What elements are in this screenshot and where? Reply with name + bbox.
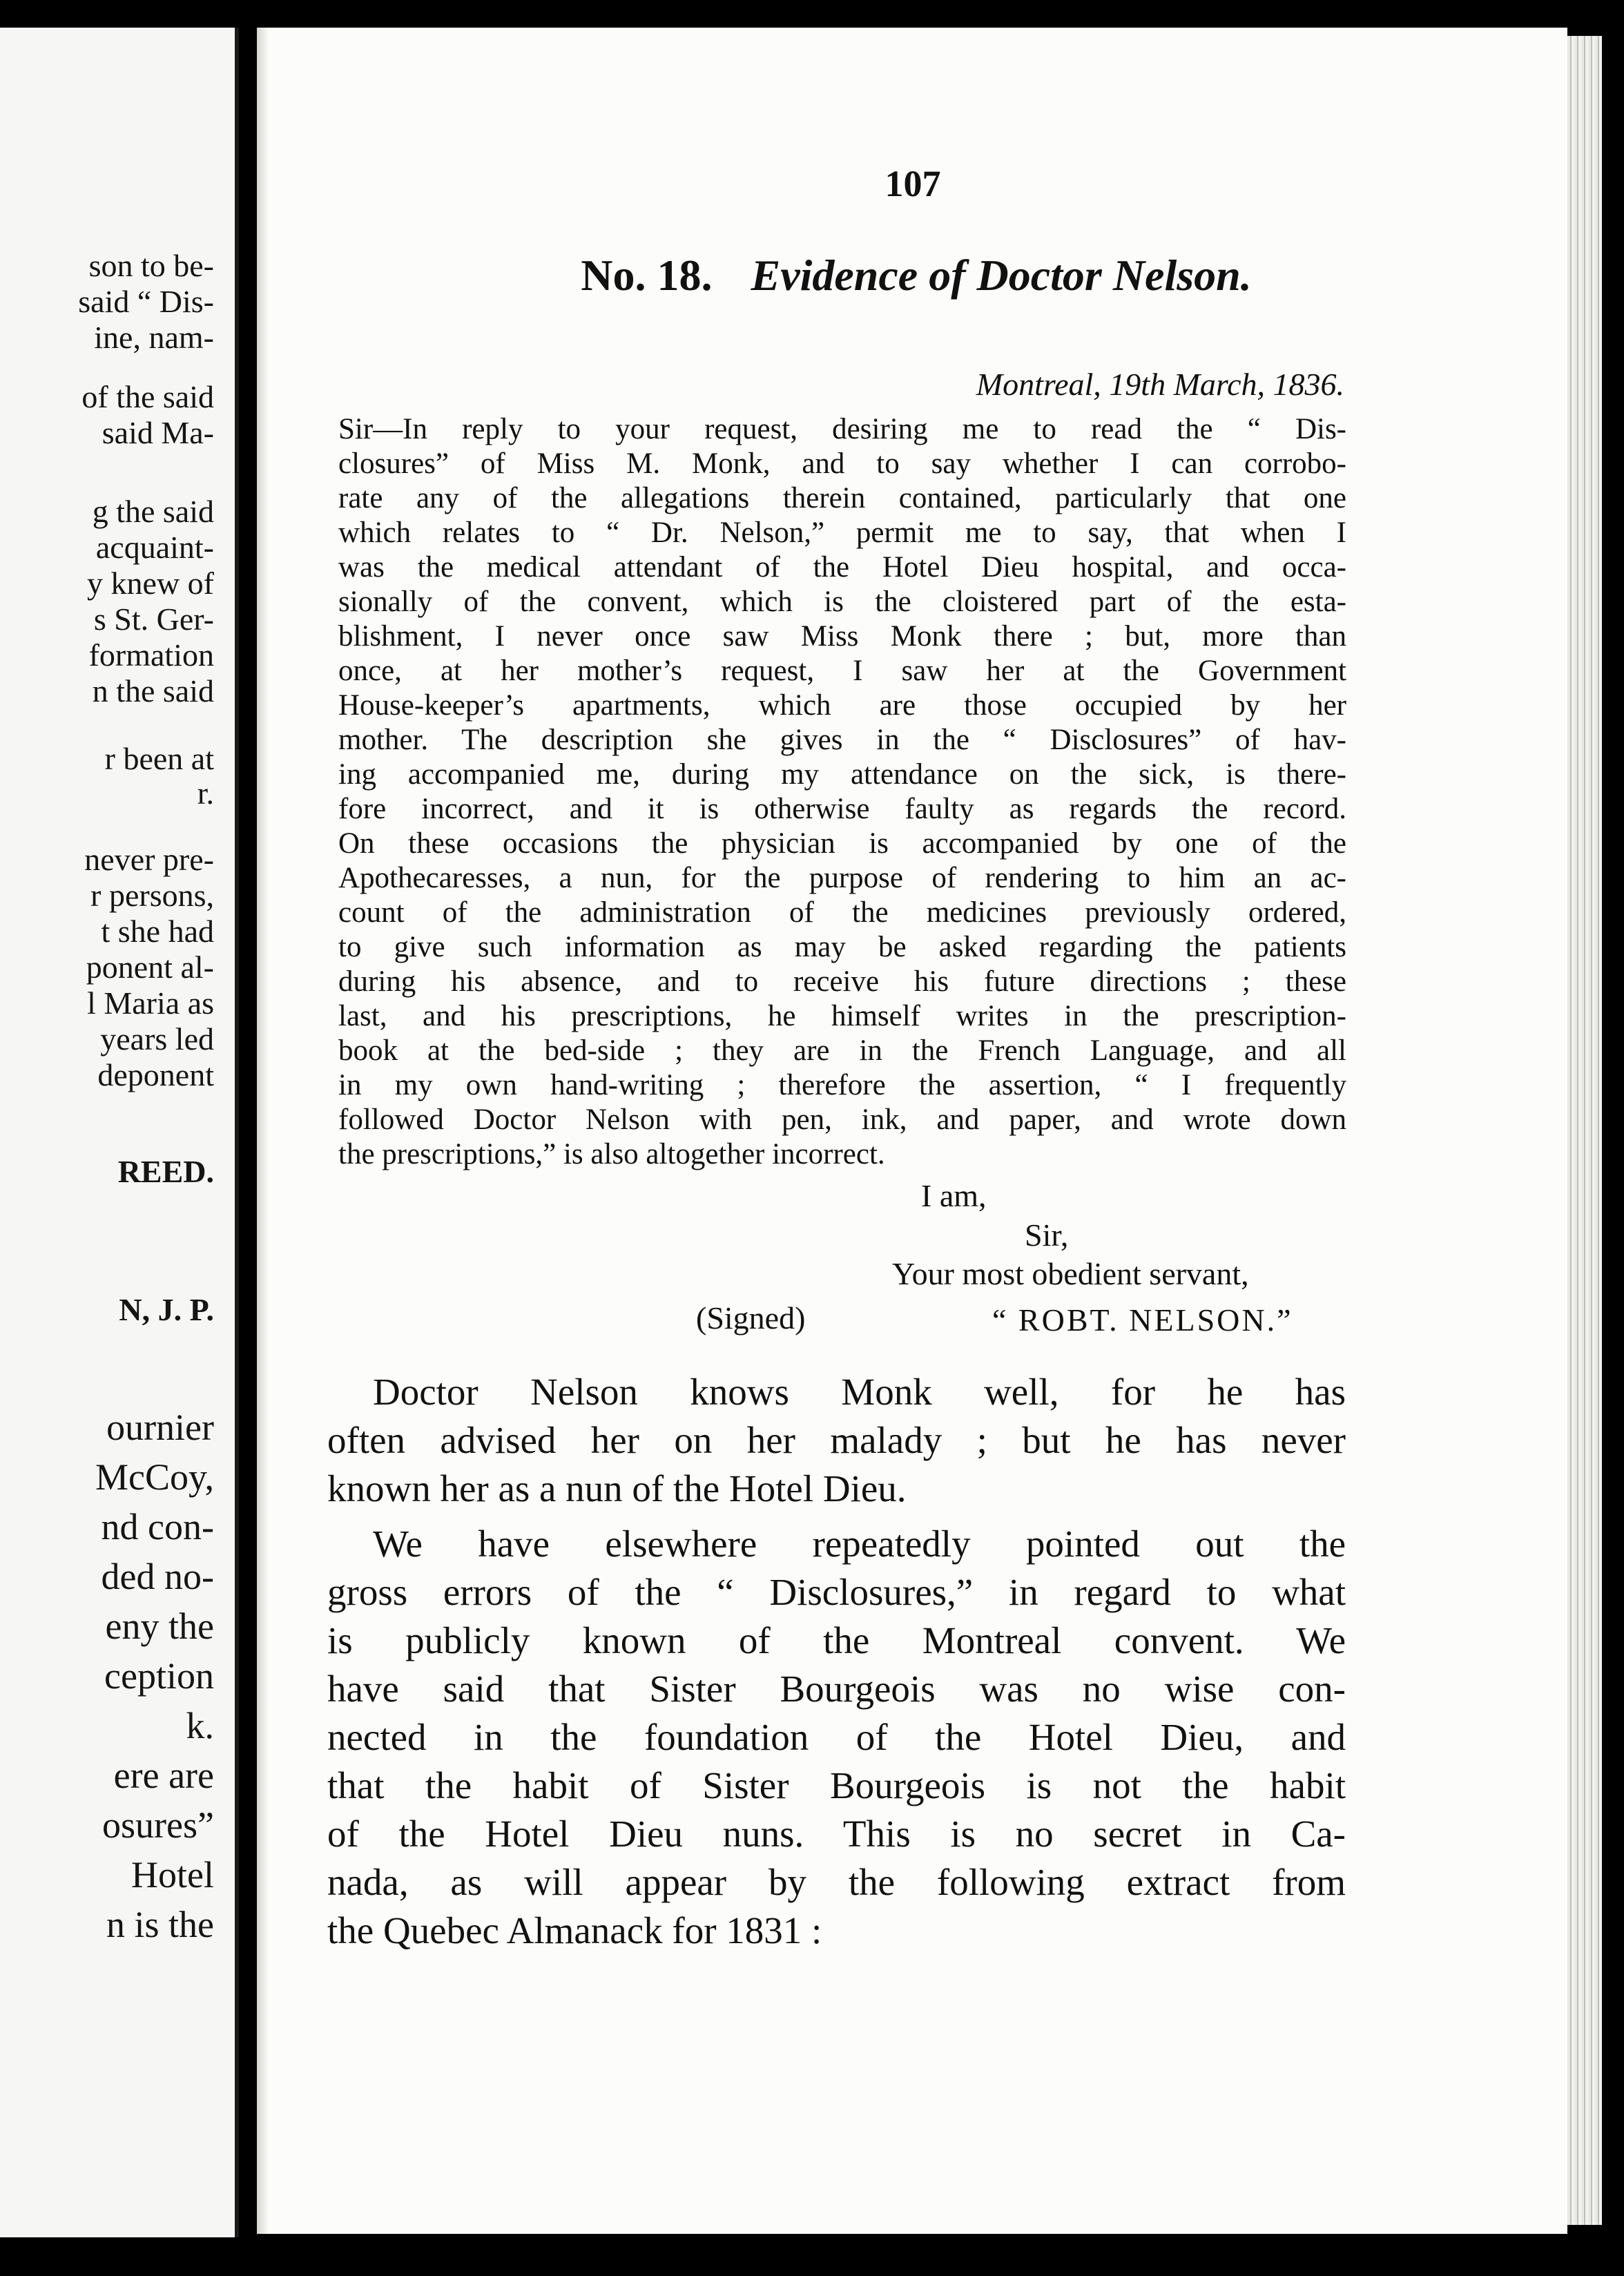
left-page-line: ournier xyxy=(106,1407,214,1448)
letter-line: Apothecaresses, a nun, for the purpose of rendering to him an ac- xyxy=(338,862,1346,894)
left-page-line: g the said xyxy=(92,494,214,529)
left-page-line: r persons, xyxy=(90,878,214,913)
body-line: is publicly known of the Montreal convent. We xyxy=(327,1619,1346,1661)
left-page-line: r. xyxy=(197,775,214,811)
signature: “ ROBT. NELSON.” xyxy=(992,1302,1293,1338)
body-line: have said that Sister Bourgeois was no wise con- xyxy=(327,1668,1346,1710)
body-line: often advised her on her malady ; but he has never xyxy=(327,1419,1346,1461)
left-page-line: n the said xyxy=(92,673,214,708)
left-page-line: s St. Ger- xyxy=(93,601,214,637)
letter-line: Sir—In reply to your request, desiring me to read the “ Dis- xyxy=(338,413,1346,445)
body-line: known her as a nun of the Hotel Dieu. xyxy=(327,1467,907,1510)
letter-line: followed Doctor Nelson with pen, ink, and paper, and wrote down xyxy=(338,1103,1346,1136)
left-page-line: ception xyxy=(104,1655,214,1697)
body-line: the Quebec Almanack for 1831 : xyxy=(327,1909,822,1951)
letter-line: ing accompanied me, during my attendance on the sick, is there- xyxy=(338,758,1346,791)
left-page-line: McCoy, xyxy=(95,1456,214,1498)
left-page-line: ere are xyxy=(113,1755,214,1796)
closing-sir: Sir, xyxy=(1025,1217,1069,1253)
letter-line: blishment, I never once saw Miss Monk there ; but, more than xyxy=(338,620,1346,653)
letter-line: the prescriptions,” is also altogether incorrect. xyxy=(338,1138,885,1170)
body-line: Doctor Nelson knows Monk well, for he has xyxy=(373,1371,1346,1413)
left-page-line: Hotel xyxy=(131,1854,214,1896)
gutter-shadow xyxy=(257,28,269,2234)
section-heading xyxy=(492,250,1341,301)
left-page-line: r been at xyxy=(104,741,214,776)
left-page-line: k. xyxy=(186,1705,214,1746)
left-page-line: formation xyxy=(88,637,214,673)
letter-line: On these occasions the physician is accompanied by one of the xyxy=(338,827,1346,860)
body-line: We have elsewhere repeatedly pointed out the xyxy=(373,1523,1346,1565)
left-page-line: eny the xyxy=(105,1605,214,1647)
left-facing-page xyxy=(0,28,239,2237)
letter-line: which relates to “ Dr. Nelson,” permit me to say, that when I xyxy=(338,517,1346,549)
page-edges xyxy=(1567,36,1602,2225)
letter-line: mother. The description she gives in the “ Disclosures” of hav- xyxy=(338,724,1346,756)
left-page-line: said “ Dis- xyxy=(78,284,214,319)
left-page-line: deponent xyxy=(97,1057,214,1092)
letter-line: count of the administration of the medicines previously ordered, xyxy=(338,896,1346,929)
left-page-line: osures” xyxy=(102,1804,214,1846)
closing-servant: Your most obedient servant, xyxy=(892,1256,1249,1291)
letter-line: fore incorrect, and it is otherwise faulty as regards the record. xyxy=(338,793,1346,825)
left-page-line: n is the xyxy=(106,1904,214,1945)
letter-line: last, and his prescriptions, he himself writes in the prescription- xyxy=(338,1000,1346,1032)
left-page-line: nd con- xyxy=(101,1506,214,1547)
letter-line: sionally of the convent, which is the cloistered part of the esta- xyxy=(338,586,1346,618)
left-page-line: ine, nam- xyxy=(94,320,214,355)
letter-line: in my own hand-writing ; therefore the assertion, “ I frequently xyxy=(338,1069,1346,1101)
letter-date: Montreal, 19th March, 1836. xyxy=(976,367,1344,402)
left-page-line: son to be- xyxy=(88,248,214,283)
section-number: No. 18. xyxy=(581,251,713,300)
body-line: nected in the foundation of the Hotel Dieu, and xyxy=(327,1716,1346,1758)
letter-line: once, at her mother’s request, I saw her at the Government xyxy=(338,655,1346,687)
body-line: that the habit of Sister Bourgeois is not the habit xyxy=(327,1764,1346,1806)
left-page-line: never pre- xyxy=(84,842,214,877)
letter-line: to give such information as may be asked regarding the patients xyxy=(338,931,1346,963)
letter-line: during his absence, and to receive his future directions ; these xyxy=(338,965,1346,998)
body-line: nada, as will appear by the following extract from xyxy=(327,1861,1346,1903)
closing-i-am: I am, xyxy=(921,1178,987,1213)
section-title: Evidence of Doctor Nelson. xyxy=(751,251,1252,300)
left-page-line: ded no- xyxy=(101,1556,214,1597)
letter-line: House-keeper’s apartments, which are those occupied by her xyxy=(338,689,1346,722)
body-line: gross errors of the “ Disclosures,” in regard to what xyxy=(327,1571,1346,1613)
letter-line: book at the bed-side ; they are in the French Language, and all xyxy=(338,1034,1346,1067)
signed-label: (Signed) xyxy=(696,1300,806,1335)
letter-line: was the medical attendant of the Hotel Dieu hospital, and occa- xyxy=(338,551,1346,584)
left-page-line: said Ma- xyxy=(102,415,214,450)
left-page-line: ponent al- xyxy=(86,949,214,985)
main-page xyxy=(257,28,1567,2234)
left-page-line: y knew of xyxy=(87,566,214,601)
letter-line: rate any of the allegations therein contained, particularly that one xyxy=(338,482,1346,514)
page-number: 107 xyxy=(884,163,941,204)
left-page-line: l Maria as xyxy=(87,985,214,1021)
left-page-line: years led xyxy=(100,1021,214,1057)
left-page-line: acquaint- xyxy=(95,530,214,565)
left-page-line: N, J. P. xyxy=(119,1292,214,1327)
left-page-line: t she had xyxy=(101,914,214,949)
body-line: of the Hotel Dieu nuns. This is no secret in Ca- xyxy=(327,1813,1346,1855)
letter-line: closures” of Miss M. Monk, and to say whether I can corrobo- xyxy=(338,447,1346,480)
left-page-line: REED. xyxy=(117,1154,214,1189)
left-page-line: of the said xyxy=(81,379,214,414)
